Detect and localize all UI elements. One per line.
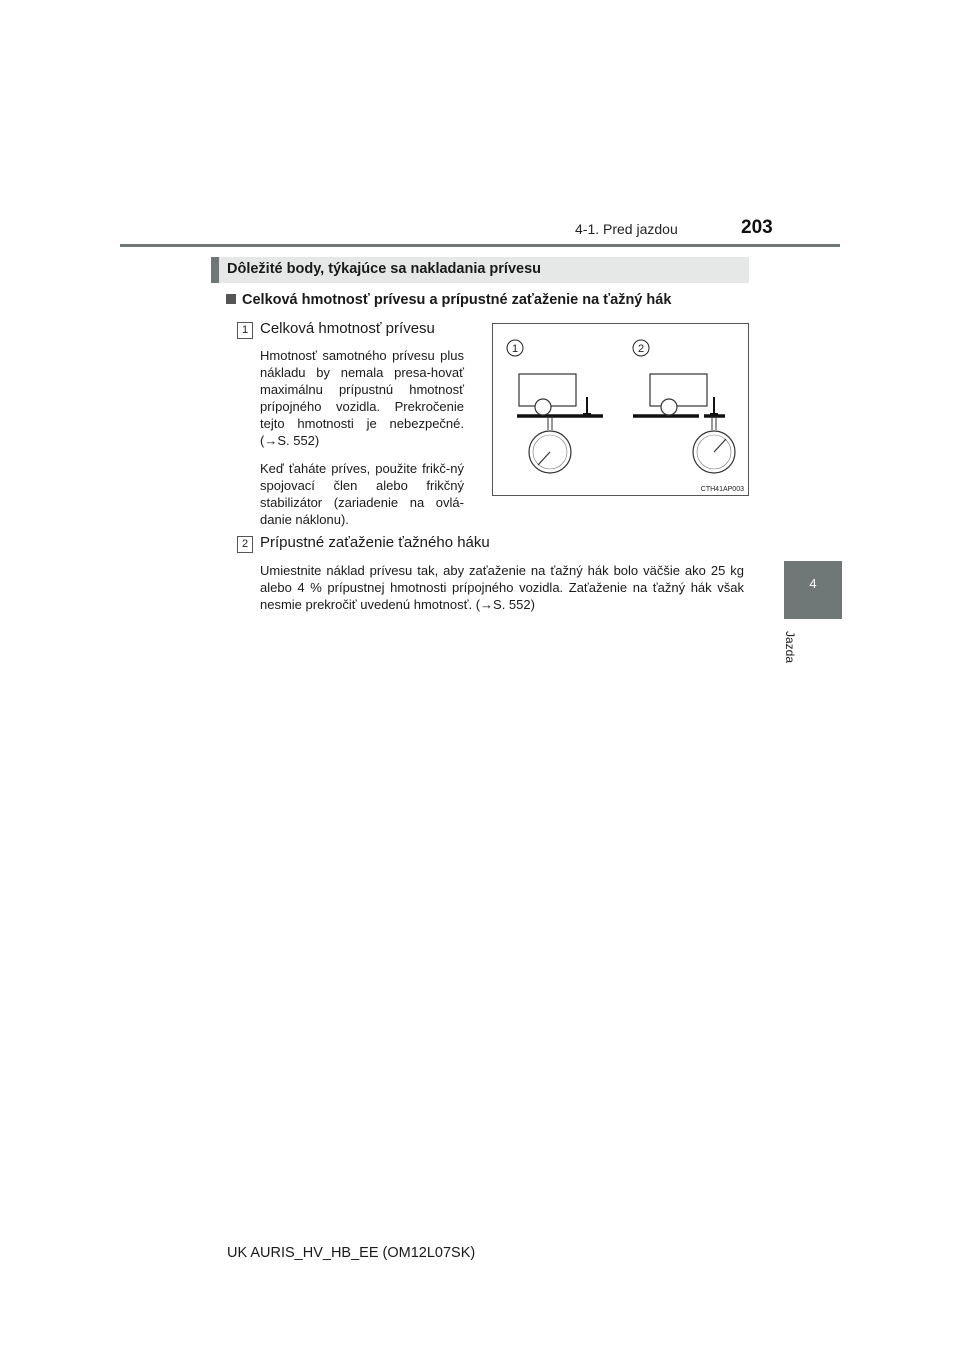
- section-title-accent: [211, 257, 219, 283]
- chapter-tab-number: 4: [809, 576, 817, 591]
- subheading-text: Celková hmotnosť prívesu a prípustné zaťaženie na ťažný hák: [242, 292, 672, 308]
- figure-label-1: 1: [511, 343, 519, 355]
- header-section: 4-1. Pred jazdou: [575, 221, 678, 237]
- chapter-tab-label: Jazda: [783, 631, 797, 664]
- item-title-1: Celková hmotnosť prívesu: [260, 320, 435, 337]
- item-2-paragraph-1: Umiestnite náklad prívesu tak, aby zaťaženie na ťažný hák bolo väčšie ako 25 kg alebo 4 % prípustnej hmotnosti prípojného vozidla. Zaťaženie na ťažný hák však nesmie prekročiť uvedenú hmotnosť. (→S. 552): [260, 563, 744, 612]
- section-title: Dôležité body, týkajúce sa nakladania prívesu: [227, 261, 542, 277]
- item-number-1: 1: [237, 322, 253, 339]
- item-1-paragraph-1: Hmotnosť samotného prívesu plus nákladu by nemala presa-hovať maximálnu prípustnú hmotnosť prípojného vozidla. Prekročenie tejto hmotnosti je nebezpečné. (→S. 552): [260, 348, 464, 448]
- trailer-weight-illustration: [493, 324, 748, 495]
- figure-code: CTH41AP003: [700, 486, 744, 493]
- figure-label-2: 2: [637, 343, 645, 355]
- item-1-paragraph-2: Keď ťaháte príves, použite frikč-ný spojovací člen alebo frikčný stabilizátor (zariadenie na ovlá-danie náklonu).: [260, 461, 464, 527]
- header-rule: [120, 244, 840, 247]
- footer-doc-code: UK AURIS_HV_HB_EE (OM12L07SK): [227, 1245, 476, 1261]
- page-number: 203: [741, 217, 773, 238]
- subheading: [226, 292, 671, 308]
- item-number-2: 2: [237, 536, 253, 553]
- item-title-2: Prípustné zaťaženie ťažného háku: [260, 534, 490, 551]
- square-bullet-icon: [226, 294, 236, 304]
- trailer-scale-figure: [492, 323, 749, 496]
